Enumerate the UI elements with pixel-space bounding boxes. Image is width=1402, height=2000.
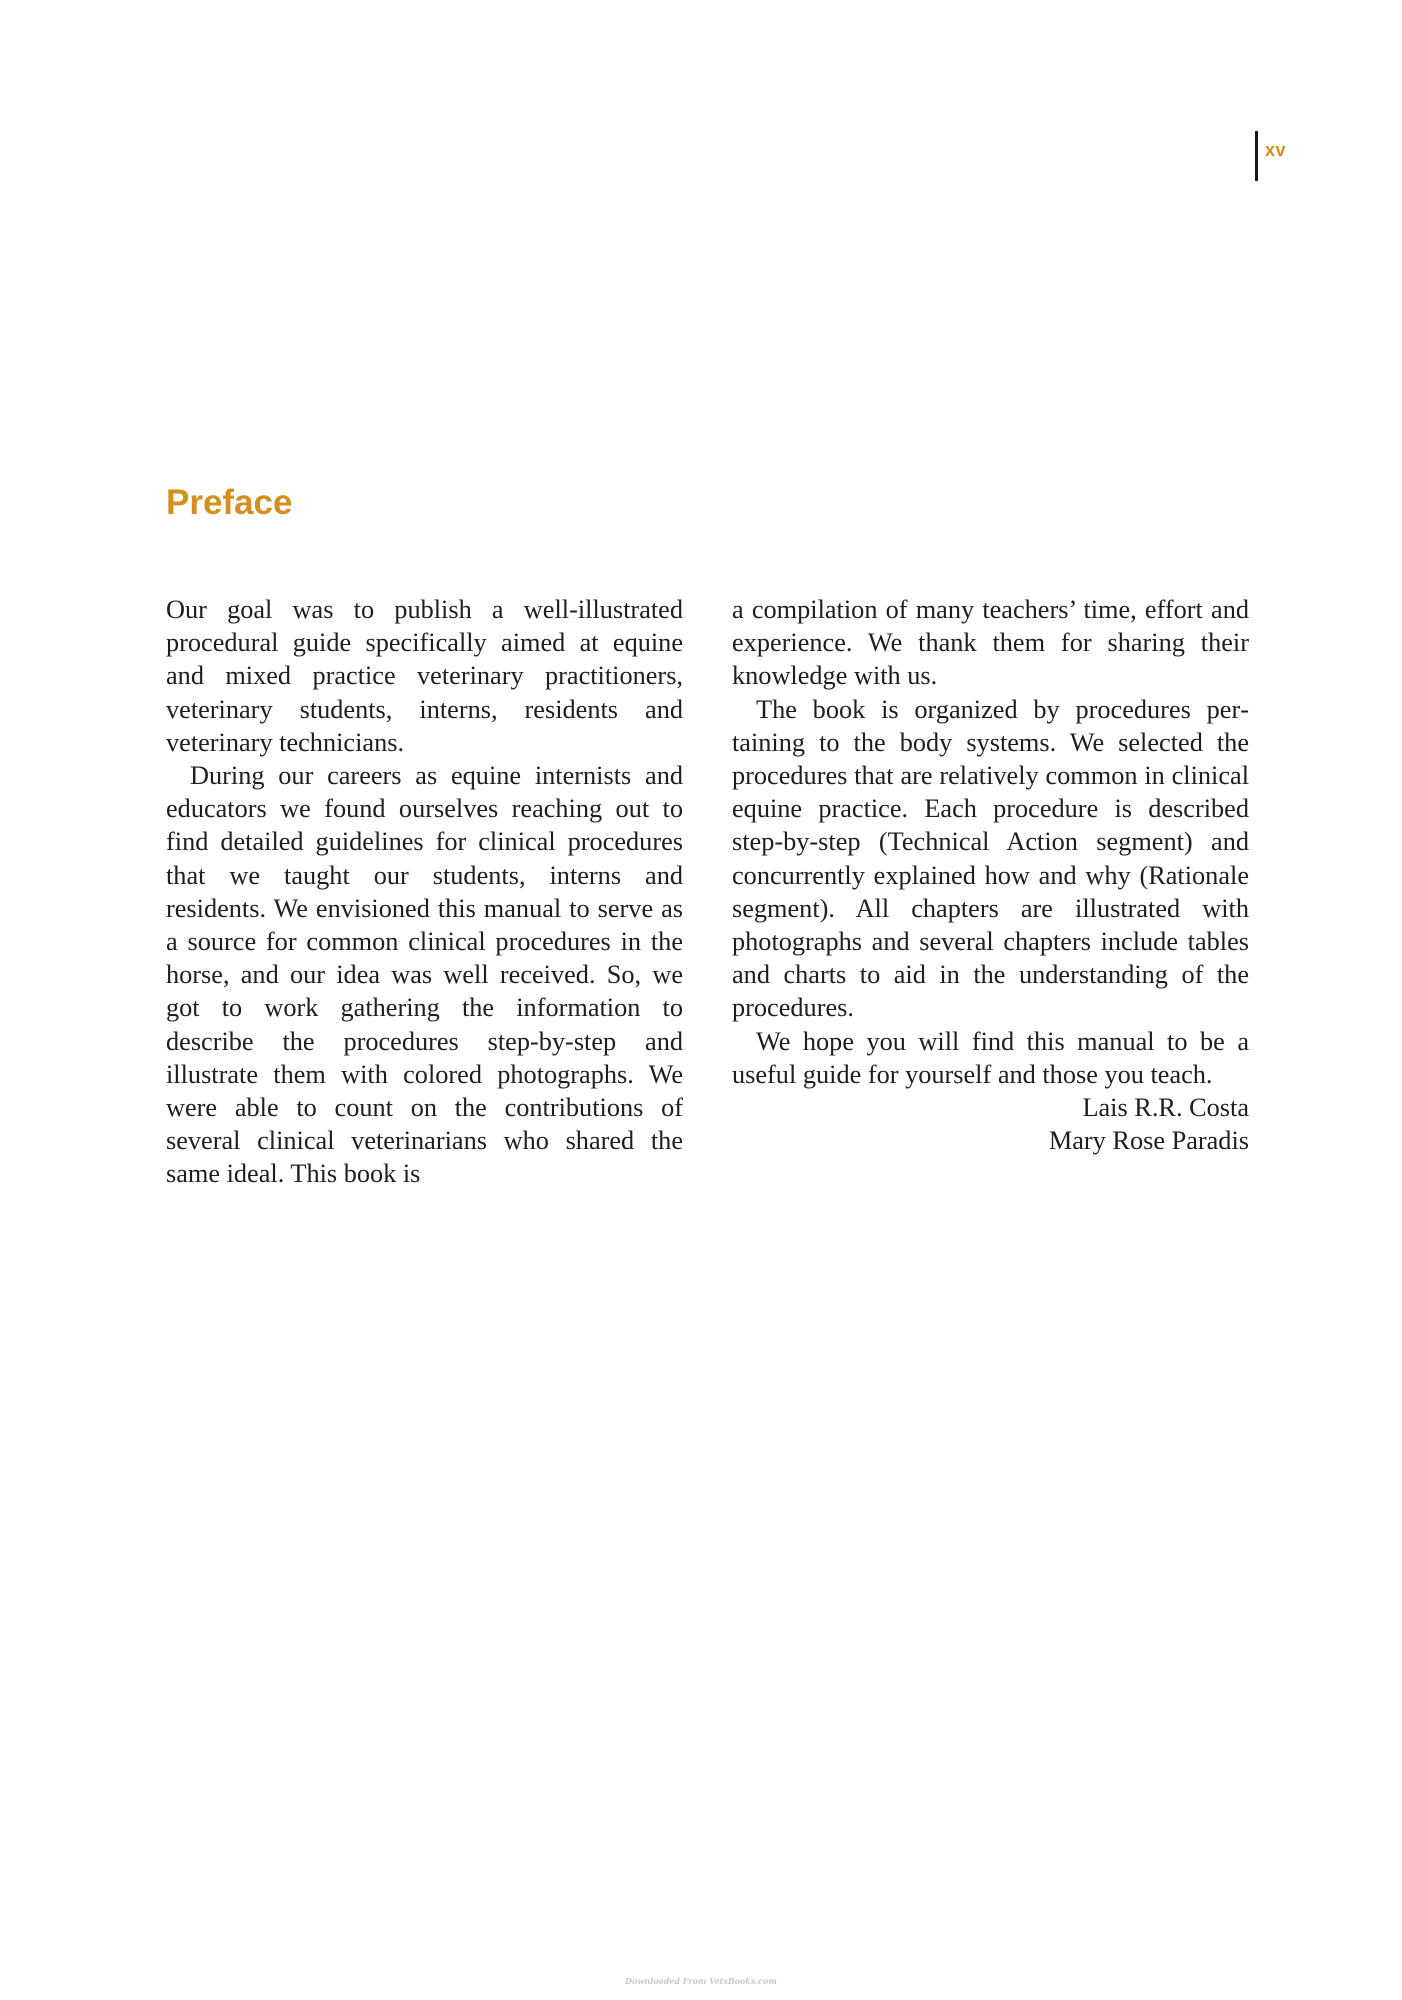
paragraph-hope: We hope you will find this manual to be a useful guide for yourself and those you teach. (732, 1026, 1249, 1089)
chapter-title: Preface (166, 483, 293, 522)
page-number-rule (1255, 131, 1258, 181)
paragraph-goal: Our goal was to publish a well-illustrated procedural guide specifically aimed at equine and mixed practice veterinary practitioners, veterinary students, interns, residents and veterinary technicians. (166, 595, 683, 757)
author-name-2: Mary Rose Paradis (1048, 1126, 1249, 1156)
signature-block (732, 1091, 1249, 1157)
left-column (166, 593, 683, 1191)
download-watermark: Downloaded From VetsBooks.com (625, 1976, 777, 1986)
paragraph-compilation: a compilation of many teachers’ time, effort and experience. We thank them for sharing their knowledge with us. (732, 595, 1249, 691)
paragraph-careers: During our careers as equine internists and educators we found ourselves reaching out to find detailed guidelines for clinical procedures that we taught our students, interns and residents. We envisioned this manual to serve as a source for common clinical procedures in the horse, and our idea was well received. So, we got to work gathering the information to describe the procedures step-by-step and illustrate them with colored photographs. We were able to count on the contributions of several clinical veterinarians who shared the same ideal. This book is (166, 761, 683, 1189)
right-column (732, 593, 1249, 1157)
page-number: xv (1265, 140, 1287, 160)
author-name-1: Lais R.R. Costa (1082, 1093, 1249, 1123)
paragraph-organization: The book is organized by procedures pertaining to the body systems. We selected the procedures that are relatively common in clinical equine practice. Each procedure is described step-by-step (Technical Action segment) and concurrently explained how and why (Rationale segment). All chapters are illustrated with photographs and several chapters include tables and charts to aid in the understanding of the procedures. (732, 694, 1249, 1023)
